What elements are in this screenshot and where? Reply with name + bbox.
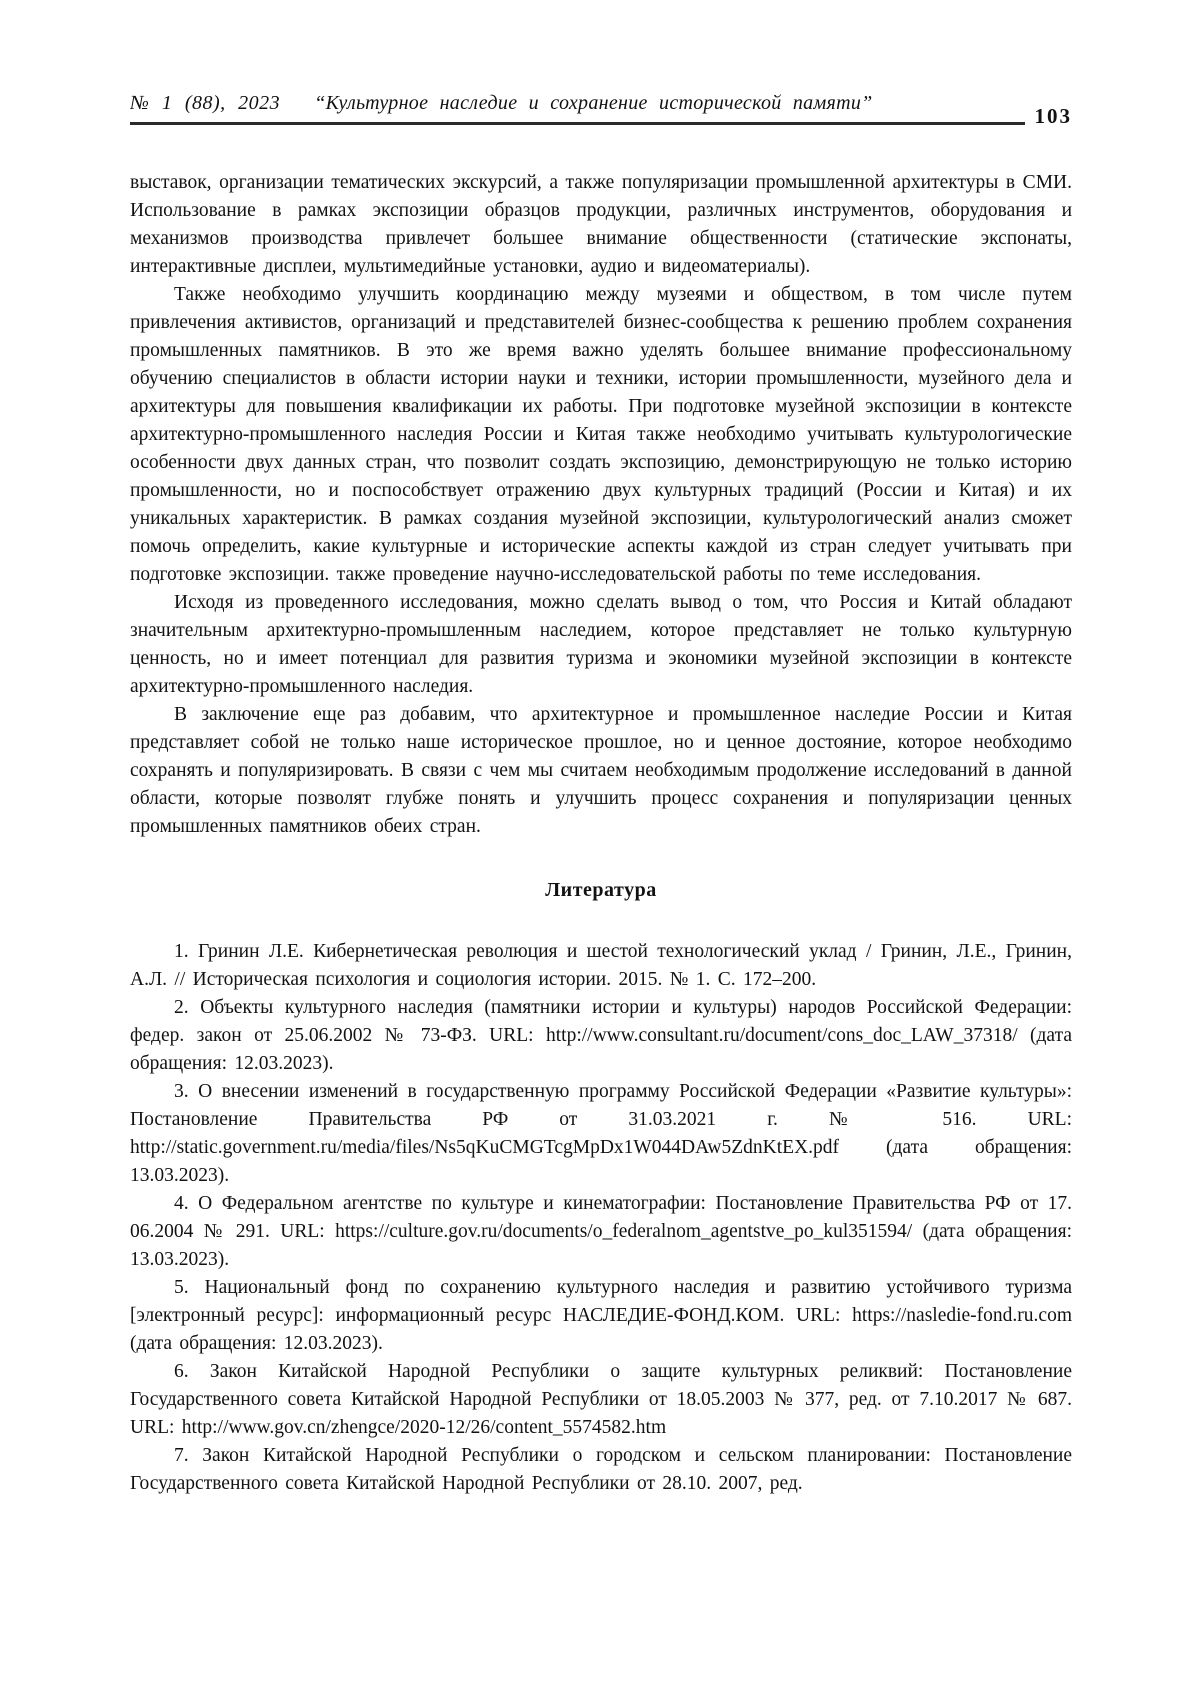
- literature-heading: Литература: [545, 879, 657, 901]
- article-body: [130, 169, 1072, 1498]
- paragraph: Также необходимо улучшить координацию между музеями и обществом, в том числе путем привлечения активистов, организаций и представителей бизнес-сообщества к решению проблем сохранения промышленных памятников. В это же время важно уделять большее внимание профессиональному обучению специалистов в области истории науки и техники, истории промышленности, музейного дела и архитектуры для повышения квалификации их работы. При подготовке музейной экспозиции в контексте архитектурно-промышленного наследия России и Китая также необходимо учитывать культурологические особенности двух данных стран, что позволит создать экспозицию, демонстрирующую не только историю промышленности, но и поспособствует отражению двух культурных традиций (России и Китая) и их уникальных характеристик. В рамках создания музейной экспозиции, культурологический анализ сможет помочь определить, какие культурные и исторические аспекты каждой из стран следует учитывать при подготовке экспозиции. также проведение научно-исследовательской работы по теме исследования.: [130, 284, 1072, 585]
- journal-issue: № 1 (88), 2023: [130, 92, 281, 114]
- reference-item: 7. Закон Китайской Народной Республики о городском и сельском планировании: Постановление Государственного совета Китайской Народной Республики от 28.10. 2007, ред.: [130, 1445, 1072, 1494]
- paragraph: выставок, организации тематических экскурсий, а также популяризации промышленной архитектуры в СМИ. Использование в рамках экспозиции образцов продукции, различных инструментов, оборудования и механизмов производства привлечет большее внимание общественности (статические экспонаты, интерактивные дисплеи, мультимедийные установки, аудио и видеоматериалы).: [130, 172, 1072, 277]
- reference-item: 2. Объекты культурного наследия (памятники истории и культуры) народов Российской Федерации: федер. закон от 25.06.2002 № 73-ФЗ. URL: http://www.consultant.ru/document/cons_doc_LAW_37318/ (дата обращения: 12.03.2023).: [130, 997, 1072, 1074]
- paragraph: Исходя из проведенного исследования, можно сделать вывод о том, что Россия и Китай обладают значительным архитектурно-промышленным наследием, которое представляет не только культурную ценность, но и имеет потенциал для развития туризма и экономики музейной экспозиции в контексте архитектурно-промышленного наследия.: [130, 592, 1072, 697]
- reference-item: 5. Национальный фонд по сохранению культурного наследия и развитию устойчивого туризма [электронный ресурс]: информационный ресурс НАСЛЕДИЕ-ФОНД.КОМ. URL: https://nasledie-fond.ru.com (дата обращения: 12.03.2023).: [130, 1277, 1072, 1354]
- reference-item: 3. О внесении изменений в государственную программу Российской Федерации «Развитие культуры»: Постановление Правительства РФ от 31.03.2021 г. № 516. URL: http://static.government.ru/media/files/Ns5qKuCMGTcgMpDx1W044DAw5ZdnKtEX.pdf (дата обращения: 13.03.2023).: [130, 1081, 1072, 1186]
- reference-item: 1. Гринин Л.Е. Кибернетическая революция и шестой технологический уклад / Гринин, Л.Е., Гринин, А.Л. // Историческая психология и социология истории. 2015. № 1. С. 172–200.: [130, 941, 1072, 990]
- journal-title: “Культурное наследие и сохранение исторической памяти”: [314, 92, 873, 114]
- paragraph: В заключение еще раз добавим, что архитектурное и промышленное наследие России и Китая представляет собой не только наше историческое прошлое, но и ценное достояние, которое необходимо сохранять и популяризировать. В связи с чем мы считаем необходимым продолжение исследований в данной области, которые позволят глубже понять и улучшить процесс сохранения и популяризации ценных промышленных памятников обеих стран.: [130, 704, 1072, 837]
- reference-item: 4. О Федеральном агентстве по культуре и кинематографии: Постановление Правительства РФ от 17. 06.2004 № 291. URL: https://culture.gov.ru/documents/o_federalnom_agentstve_po_kul351594/ (дата обращения: 13.03.2023).: [130, 1193, 1072, 1270]
- page-number: 103: [1034, 104, 1072, 128]
- page-header: [130, 92, 1072, 128]
- header-rule: [130, 92, 1025, 125]
- reference-item: 6. Закон Китайской Народной Республики о защите культурных реликвий: Постановление Государственного совета Китайской Народной Республики от 18.05.2003 № 377, ред. от 7.10.2017 № 687. URL: http://www.gov.cn/zhengce/2020-12/26/content_5574582.htm: [130, 1361, 1072, 1438]
